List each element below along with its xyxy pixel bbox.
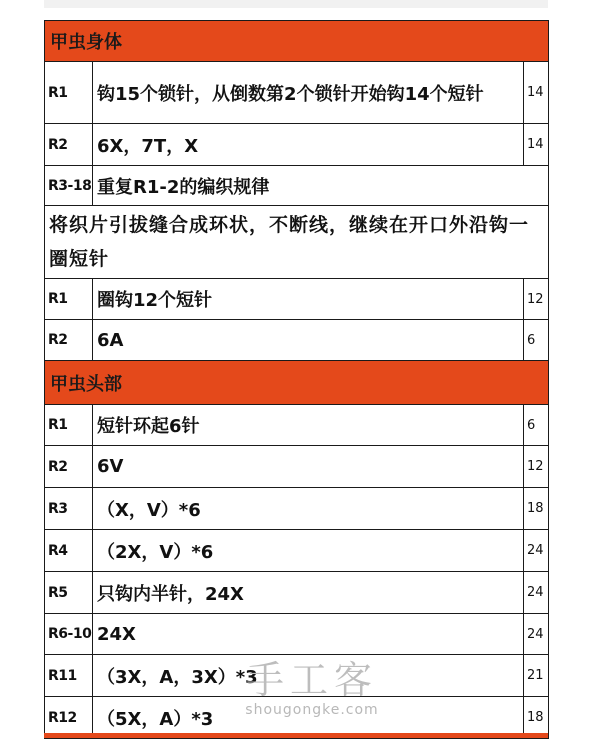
count-cell: 6 — [524, 320, 549, 361]
round-cell: R4 — [45, 530, 93, 572]
body-note: 将织片引拔缝合成环状，不断线，继续在开口外沿钩一圈短针 — [45, 206, 549, 279]
round-cell: R5 — [45, 572, 93, 614]
count-cell: 14 — [524, 62, 549, 124]
round-cell: R1 — [45, 279, 93, 320]
round-cell: R6-10 — [45, 614, 93, 655]
round-cell: R11 — [45, 655, 93, 697]
instruction-cell: （X，V）*6 — [93, 488, 524, 530]
table-row — [45, 62, 549, 124]
table-row — [45, 530, 549, 572]
count-cell: 24 — [524, 572, 549, 614]
note-row — [45, 206, 549, 279]
table-row — [45, 166, 549, 206]
instruction-cell: 重复R1-2的编织规律 — [93, 166, 549, 206]
count-cell: 24 — [524, 614, 549, 655]
round-cell: R2 — [45, 124, 93, 166]
round-cell: R3 — [45, 488, 93, 530]
instruction-cell: 24X — [93, 614, 524, 655]
table-row — [45, 572, 549, 614]
instruction-cell: 短针环起6针 — [93, 405, 524, 446]
count-cell: 21 — [524, 655, 549, 697]
table-row — [45, 279, 549, 320]
section-header-head — [45, 361, 549, 405]
top-strip — [44, 0, 548, 8]
instruction-cell: （5X，A）*3 — [93, 697, 524, 739]
table-row — [45, 614, 549, 655]
table-row — [45, 124, 549, 166]
instruction-cell: （2X，V）*6 — [93, 530, 524, 572]
table-row — [45, 320, 549, 361]
section-title-head: 甲虫头部 — [45, 361, 549, 405]
table-row — [45, 446, 549, 488]
count-cell: 12 — [524, 446, 549, 488]
count-cell: 24 — [524, 530, 549, 572]
round-cell: R3-18 — [45, 166, 93, 206]
round-cell: R2 — [45, 320, 93, 361]
instruction-cell: 6X，7T，X — [93, 124, 524, 166]
count-cell: 6 — [524, 405, 549, 446]
count-cell: 18 — [524, 488, 549, 530]
round-cell: R12 — [45, 697, 93, 739]
section-title-body: 甲虫身体 — [45, 21, 549, 62]
instruction-cell: 圈钩12个短针 — [93, 279, 524, 320]
instruction-cell: 只钩内半针，24X — [93, 572, 524, 614]
round-cell: R1 — [45, 62, 93, 124]
count-cell: 12 — [524, 279, 549, 320]
pattern-table — [44, 20, 549, 739]
round-cell: R1 — [45, 405, 93, 446]
count-cell: 14 — [524, 124, 549, 166]
instruction-cell: 钩15个锁针，从倒数第2个锁针开始钩14个短针 — [93, 62, 524, 124]
instruction-cell: 6V — [93, 446, 524, 488]
table-row — [45, 488, 549, 530]
instruction-cell: （3X，A，3X）*3 — [93, 655, 524, 697]
table-row — [45, 655, 549, 697]
section-header-body — [45, 21, 549, 62]
count-cell: 18 — [524, 697, 549, 739]
table-row — [45, 405, 549, 446]
watermark-url: shougongke.com — [245, 702, 379, 718]
round-cell: R2 — [45, 446, 93, 488]
instruction-cell: 6A — [93, 320, 524, 361]
watermark-logo: 手工客 — [245, 658, 378, 702]
next-section-header-edge — [44, 733, 548, 738]
